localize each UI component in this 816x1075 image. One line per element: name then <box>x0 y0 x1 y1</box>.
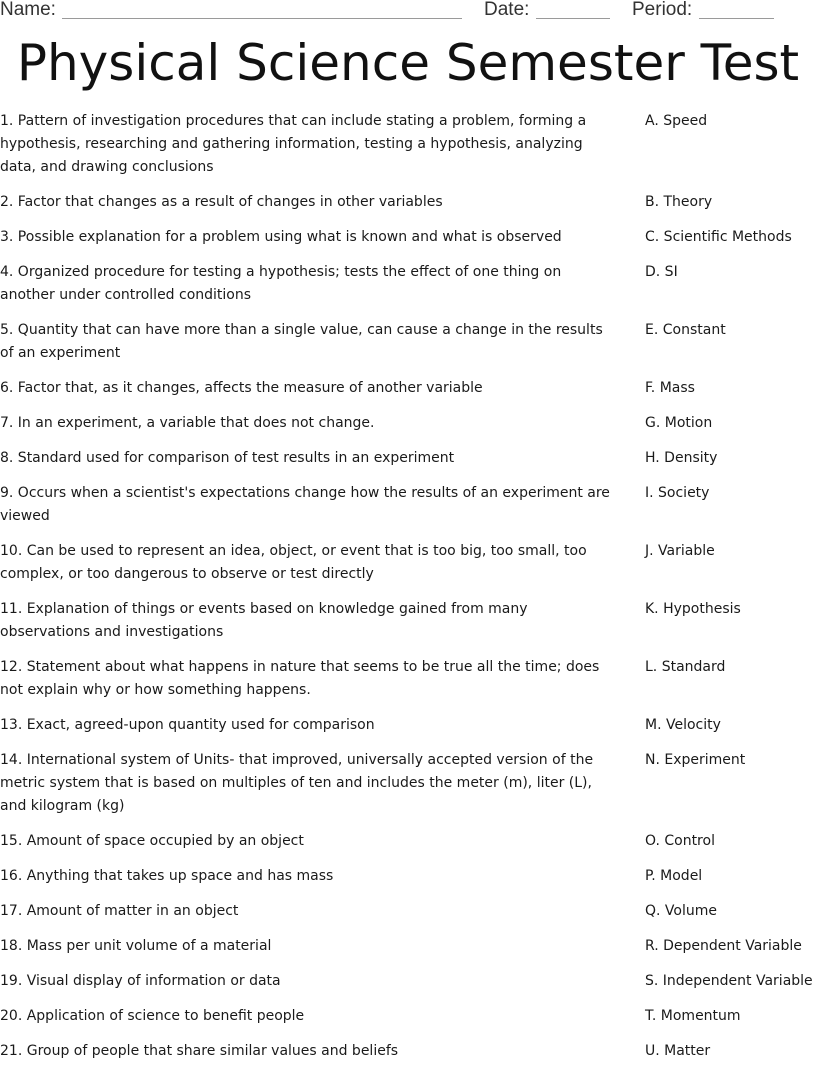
question-text: 12. Statement about what happens in nature that seems to be true all the time; does not explain why or how something happens. <box>0 659 600 698</box>
list-item <box>0 970 816 1005</box>
answer-choice: K. Hypothesis <box>645 601 741 617</box>
answer-choice: O. Control <box>645 833 715 849</box>
list-item <box>0 830 816 865</box>
question-text: 15. Amount of space occupied by an object <box>0 833 304 849</box>
list-item <box>0 261 816 319</box>
list-item <box>0 226 816 261</box>
question-text: 5. Quantity that can have more than a single value, can cause a change in the results of an experiment <box>0 322 603 361</box>
answer-choice: R. Dependent Variable <box>645 938 802 954</box>
question-text: 18. Mass per unit volume of a material <box>0 938 272 954</box>
list-item <box>0 1040 816 1075</box>
question-text: 16. Anything that takes up space and has mass <box>0 868 334 884</box>
question-text: 1. Pattern of investigation procedures that can include stating a problem, forming a hypothesis, researching and gathering information, testing a hypothesis, analyzing data, and drawing conclusions <box>0 113 587 175</box>
question-text: 9. Occurs when a scientist's expectations change how the results of an experiment are viewed <box>0 485 610 524</box>
answer-choice: H. Density <box>645 450 718 466</box>
answer-choice: S. Independent Variable <box>645 973 813 989</box>
list-item <box>0 319 816 377</box>
list-item <box>0 865 816 900</box>
question-text: 4. Organized procedure for testing a hypothesis; tests the effect of one thing on another under controlled conditions <box>0 264 562 303</box>
answer-choice: B. Theory <box>645 194 713 210</box>
list-item <box>0 110 816 191</box>
period-blank[interactable] <box>699 18 774 19</box>
question-text: 19. Visual display of information or data <box>0 973 281 989</box>
question-text: 7. In an experiment, a variable that does not change. <box>0 415 375 431</box>
list-item <box>0 540 816 598</box>
list-item <box>0 447 816 482</box>
question-text: 20. Application of science to benefit people <box>0 1008 305 1024</box>
question-text: 13. Exact, agreed-upon quantity used for comparison <box>0 717 375 733</box>
answer-choice: I. Society <box>645 485 710 501</box>
answer-choice: A. Speed <box>645 113 708 129</box>
answer-choice: U. Matter <box>645 1043 711 1059</box>
answer-choice: G. Motion <box>645 415 713 431</box>
answer-choice: J. Variable <box>645 543 715 559</box>
question-text: 2. Factor that changes as a result of changes in other variables <box>0 194 443 210</box>
question-text: 17. Amount of matter in an object <box>0 903 239 919</box>
answer-choice: T. Momentum <box>645 1008 741 1024</box>
list-item <box>0 482 816 540</box>
list-item <box>0 598 816 656</box>
question-text: 3. Possible explanation for a problem using what is known and what is observed <box>0 229 562 245</box>
list-item <box>0 935 816 970</box>
name-blank[interactable] <box>62 18 462 19</box>
list-item <box>0 1005 816 1040</box>
answer-choice: E. Constant <box>645 322 726 338</box>
list-item <box>0 191 816 226</box>
answer-choice: C. Scientific Methods <box>645 229 792 245</box>
question-text: 21. Group of people that share similar values and beliefs <box>0 1043 399 1059</box>
answer-choice: L. Standard <box>645 659 726 675</box>
list-item <box>0 900 816 935</box>
answer-choice: F. Mass <box>645 380 695 396</box>
list-item <box>0 377 816 412</box>
list-item <box>0 656 816 714</box>
matching-list <box>0 110 816 1075</box>
question-text: 11. Explanation of things or events based on knowledge gained from many observations and investigations <box>0 601 528 640</box>
list-item <box>0 714 816 749</box>
period-label: Period: <box>632 0 693 20</box>
list-item <box>0 749 816 830</box>
answer-choice: M. Velocity <box>645 717 721 733</box>
page-title: Physical Science Semester Test <box>16 34 800 92</box>
name-label: Name: <box>0 0 56 20</box>
list-item <box>0 412 816 447</box>
answer-choice: Q. Volume <box>645 903 717 919</box>
question-text: 6. Factor that, as it changes, affects the measure of another variable <box>0 380 483 396</box>
answer-choice: N. Experiment <box>645 752 746 768</box>
question-text: 10. Can be used to represent an idea, object, or event that is too big, too small, too complex, or too dangerous to observe or test directly <box>0 543 587 582</box>
question-text: 14. International system of Units- that improved, universally accepted version of the metric system that is based on multiples of ten and includes the meter (m), liter (L), and kilogram (kg) <box>0 752 594 814</box>
answer-choice: P. Model <box>645 868 703 884</box>
header <box>0 0 816 24</box>
answer-choice: D. SI <box>645 264 678 280</box>
date-blank[interactable] <box>536 18 610 19</box>
question-text: 8. Standard used for comparison of test results in an experiment <box>0 450 455 466</box>
date-label: Date: <box>484 0 530 20</box>
